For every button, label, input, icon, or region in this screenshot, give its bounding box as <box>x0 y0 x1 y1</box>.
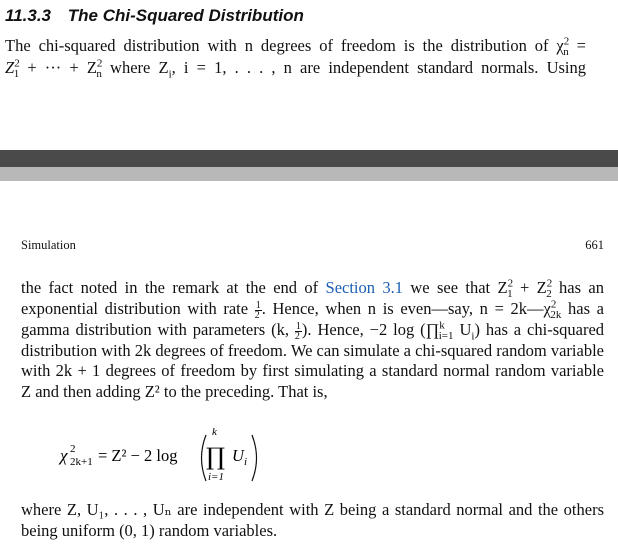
section-heading <box>5 2 613 30</box>
eq-product-sign: ∏ <box>206 443 226 471</box>
page-gap <box>0 84 618 150</box>
running-head-title: Simulation <box>21 238 76 252</box>
fraction-half-2: $\frac{1}{2}$ <box>294 320 301 342</box>
eq-prod-upper: k <box>212 426 217 438</box>
body-line-2: exponential distribution with rate $\frac{1}{2}$ . Hence, when n is even—say, $n = 2k—\chi^2_{2k}$ has a <box>21 298 604 321</box>
fraction-half: $\frac{1}{2}$ <box>254 299 261 321</box>
body-line-4: distribution with 2k degrees of freedom. We can simulate a chi-squared random variable <box>21 340 604 360</box>
body-line-5: with 2k + 1 degrees of freedom by first simulating a standard normal random variable <box>21 361 604 381</box>
eq-prod-lower: i=1 <box>208 471 224 483</box>
closing-line-1: where Z, U₁, . . . , Uₙ are independent with Z being a standard normal and the others <box>21 500 604 519</box>
page-divider-bar <box>0 150 618 167</box>
eq-chi-sub: 2k+1 <box>70 456 93 468</box>
section-number: 11.3.3 <box>5 6 52 25</box>
closing-line-2: being uniform (0, 1) random variables. <box>21 520 278 540</box>
intro-line-1: The chi-squared distribution with n degrees of freedom is the distribution of $\chi^2_n$ = <box>5 35 586 59</box>
body-line-3: gamma distribution with parameters (k, $\frac{1}{2}$ ). Hence, −2 log (∏$^k_{i=1}$ $U_i$) has a chi-squared <box>21 319 605 342</box>
running-head <box>21 236 604 254</box>
body-paragraph <box>21 278 604 402</box>
page-number: 661 <box>585 238 604 252</box>
page-gap-band <box>0 167 618 181</box>
eq-chi: χ <box>60 446 68 465</box>
intro-line-2: $Z^2_1$ + ··· + $Z^2_n$ where $Z_i$, i = 1, . . . , n are independent standard normals. Using <box>5 57 586 81</box>
eq-u-sub: i <box>244 456 248 468</box>
eq-chi-sup: 2 <box>70 443 76 455</box>
section-link[interactable]: Section 3.1 <box>325 278 403 297</box>
body-line-6: Z and then adding Z² to the preceding. That is, <box>21 381 328 401</box>
eq-right-paren <box>252 435 257 481</box>
equation <box>58 423 318 483</box>
section-title: The Chi-Squared Distribution <box>67 6 304 25</box>
eq-u: U <box>232 446 244 465</box>
eq-rhs: = Z² − 2 log <box>98 446 178 465</box>
closing-paragraph <box>21 500 604 541</box>
body-line-1: the fact noted in the remark at the end of Section 3.1 we see that $Z^2_1 + Z^2_2$ has an <box>21 277 604 301</box>
intro-paragraph <box>5 35 586 79</box>
